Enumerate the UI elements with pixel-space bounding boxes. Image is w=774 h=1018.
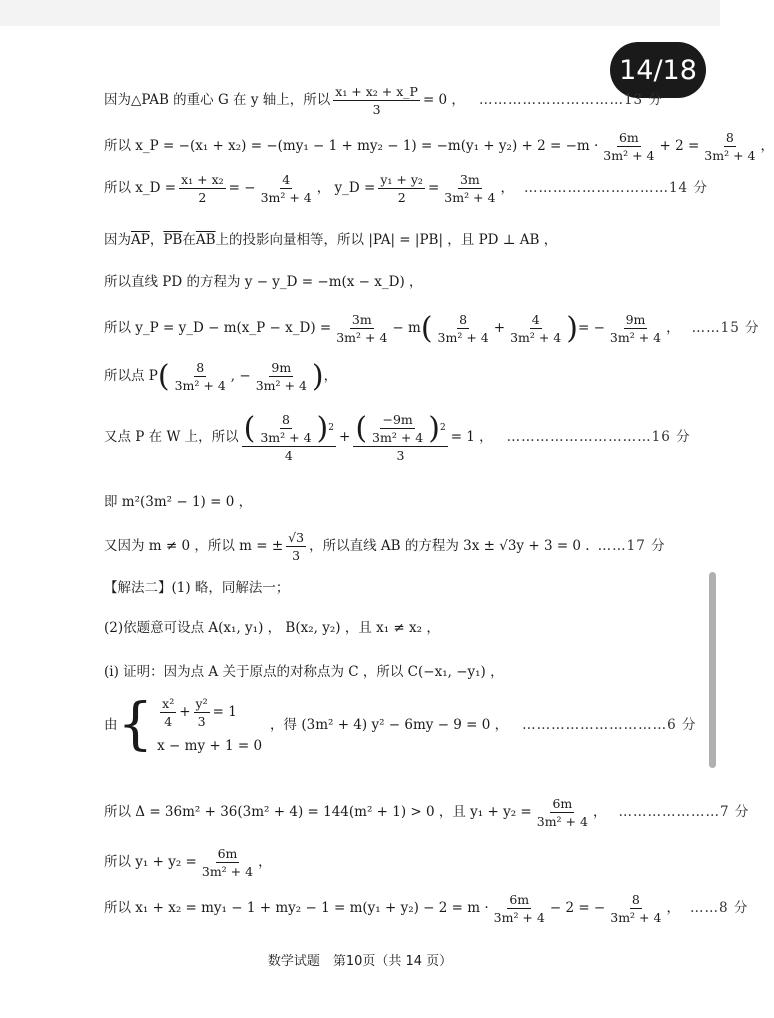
solution-line xyxy=(104,796,750,829)
numerator: x₁ + x₂ xyxy=(181,172,224,187)
right-paren: ) xyxy=(428,410,440,446)
line-text: 又因为 m ≠ 0 ，所以 m = ± xyxy=(104,538,284,555)
score-marker: …………………………16 分 xyxy=(506,429,691,446)
solution-line xyxy=(104,846,664,879)
line-text: ， xyxy=(500,180,514,197)
line-text: + xyxy=(339,429,351,446)
numerator: 8 xyxy=(631,892,640,907)
line-text: − m xyxy=(392,320,421,337)
numerator: x₁ + x₂ + x_P xyxy=(335,84,418,99)
line-text: + xyxy=(493,320,506,337)
line-text: = 1 ， xyxy=(450,429,493,446)
fraction xyxy=(259,172,314,205)
numerator: 6m xyxy=(217,846,238,861)
line-text: (ⅰ) 证明：因为点 A 关于原点的对称点为 C ，所以 C(−x₁, −y₁) ， xyxy=(104,664,504,680)
denominator: 3m² + 4 xyxy=(704,148,756,163)
line-text: 所以 x_P = −(x₁ + x₂) = −(my₁ − 1 + my₂ − 1) = −m(y₁ + y₂) + 2 = −m · xyxy=(104,138,599,155)
denominator: 3m² + 4 xyxy=(174,378,226,393)
line-text: , − xyxy=(230,368,251,385)
equation-system xyxy=(157,696,262,754)
numerator: −9m xyxy=(382,412,413,427)
line-text: 所以点 P xyxy=(104,368,158,385)
numerator: 6m xyxy=(618,130,639,145)
solution-line xyxy=(104,530,664,563)
solution-line xyxy=(104,664,664,680)
denominator: 3m² + 4 xyxy=(201,864,254,879)
line-text: 所以 y₁ + y₂ = xyxy=(104,854,197,871)
numerator: √3 xyxy=(288,530,305,545)
denominator: 3m² + 4 xyxy=(260,190,312,205)
numerator: 6m xyxy=(552,796,573,811)
page-footer: 数学试题 第10页（共 14 页） xyxy=(267,954,453,969)
line-text: 在 xyxy=(182,232,196,248)
exponent: 2 xyxy=(328,423,334,434)
fraction xyxy=(508,312,563,345)
solution-line xyxy=(104,580,664,596)
line-text: ， xyxy=(323,368,338,385)
solution-line xyxy=(104,892,749,925)
solution-line xyxy=(104,84,664,117)
line-text: ， xyxy=(149,232,164,248)
line-text: = − xyxy=(228,180,256,197)
denominator: 3 xyxy=(372,102,381,117)
solution-line xyxy=(104,232,664,248)
numerator: 6m xyxy=(509,892,530,907)
fraction xyxy=(200,846,255,879)
right-paren: ) xyxy=(311,358,324,394)
fraction xyxy=(608,312,663,345)
line-text: ， xyxy=(760,138,774,155)
solution-line xyxy=(104,620,664,636)
denominator: 2 xyxy=(397,190,406,205)
system-row: x − my + 1 = 0 xyxy=(157,737,263,754)
denominator: 4 xyxy=(164,714,173,729)
denominator: 4 xyxy=(284,448,293,463)
solution-line xyxy=(104,172,708,205)
left-paren: ( xyxy=(355,410,368,446)
line-text: ， xyxy=(258,854,272,871)
score-marker: ……17 分 xyxy=(597,538,666,555)
denominator: 3m² + 4 xyxy=(510,330,562,345)
denominator: 3m² + 4 xyxy=(336,330,388,345)
numerator xyxy=(242,412,336,447)
fraction xyxy=(254,360,309,393)
denominator: 2 xyxy=(198,190,207,205)
left-paren: ( xyxy=(420,310,433,346)
denominator: 3m² + 4 xyxy=(255,378,307,393)
right-paren: ) xyxy=(566,310,578,346)
numerator: 3m xyxy=(351,312,372,327)
score-marker: …………………………6 分 xyxy=(522,716,697,733)
denominator: 3m² + 4 xyxy=(610,910,662,925)
numerator xyxy=(353,412,447,447)
line-text: − 2 = − xyxy=(549,900,606,917)
numerator: x² xyxy=(162,696,175,711)
denominator: 3m² + 4 xyxy=(609,330,662,345)
denominator: 3m² + 4 xyxy=(444,190,496,205)
denominator: 3 xyxy=(396,448,405,463)
left-brace: { xyxy=(117,692,154,757)
line-text: 【解法二】(1) 略，同解法一； xyxy=(104,580,290,596)
fraction xyxy=(492,892,547,925)
solution-line xyxy=(104,360,664,393)
right-paren: ) xyxy=(316,410,329,446)
line-text: = xyxy=(427,180,440,197)
line-text: = 0 ， xyxy=(422,92,465,109)
line-text: 上的投影向量相等，所以 |PA| = |PB| ，且 PD ⊥ AB ， xyxy=(215,232,558,248)
left-paren: ( xyxy=(157,358,170,394)
fraction xyxy=(442,172,497,205)
fraction xyxy=(601,130,656,163)
solution-line xyxy=(104,130,774,163)
denominator: 3m² + 4 xyxy=(493,910,545,925)
line-text: 因为 xyxy=(104,232,131,248)
line-text: 由 xyxy=(104,716,118,733)
numerator: 4 xyxy=(531,312,540,327)
line-text: ， xyxy=(592,804,607,821)
exponent: 2 xyxy=(439,423,446,434)
line-text: = 1 xyxy=(212,704,237,721)
line-text: ， y_D = xyxy=(316,180,376,197)
fraction xyxy=(173,360,228,393)
line-text: 所以直线 PD 的方程为 y − y_D = −m(x − x_D) ， xyxy=(104,274,423,290)
fraction xyxy=(286,530,306,563)
solution-line xyxy=(104,692,697,757)
solution-line xyxy=(104,410,691,463)
fraction xyxy=(370,412,425,445)
line-text: 所以 y_P = y_D − m(x_P − x_D) = xyxy=(104,320,332,337)
line-text: + 2 = xyxy=(659,138,700,155)
solution-line xyxy=(104,274,664,290)
numerator: 8 xyxy=(725,130,734,145)
line-text: ， xyxy=(666,320,680,337)
score-marker: …………………7 分 xyxy=(618,804,750,821)
fraction xyxy=(242,412,336,463)
fraction xyxy=(334,312,389,345)
numerator: 9m xyxy=(271,360,292,375)
fraction xyxy=(535,796,590,829)
denominator: 3m² + 4 xyxy=(603,148,655,163)
numerator: 4 xyxy=(282,172,291,187)
fraction xyxy=(608,892,663,925)
numerator: 8 xyxy=(281,412,290,427)
fraction xyxy=(353,412,447,463)
system-row xyxy=(157,696,262,729)
numerator: 8 xyxy=(196,360,205,375)
denominator: 3m² + 4 xyxy=(437,330,489,345)
score-marker: ……8 分 xyxy=(689,900,749,917)
vector-ab: $\overline{AB}$ xyxy=(195,232,216,248)
line-text: 所以 x₁ + x₂ = my₁ − 1 + my₂ − 1 = m(y₁ + y₂) − 2 = m · xyxy=(104,900,489,917)
line-text: ， xyxy=(666,900,680,917)
fraction xyxy=(194,696,210,729)
line-text: (2)依题意可设点 A(x₁, y₁) ， B(x₂, y₂) ，且 x₁ ≠ x₂ ， xyxy=(104,620,440,636)
numerator: 3m xyxy=(459,172,480,187)
numerator: y² xyxy=(195,696,208,711)
line-text: 因为△PAB 的重心 G 在 y 轴上，所以 xyxy=(104,92,331,109)
denominator: 3m² + 4 xyxy=(260,430,312,445)
fraction xyxy=(702,130,757,163)
numerator: 9m xyxy=(625,312,646,327)
fraction xyxy=(378,172,425,205)
denominator: 3m² + 4 xyxy=(372,430,424,445)
line-text: + xyxy=(179,704,191,721)
vector-ap: $\overline{AP}$ xyxy=(131,232,150,248)
line-text: 所以 Δ = 36m² + 36(3m² + 4) = 144(m² + 1) > 0 ，且 y₁ + y₂ = xyxy=(104,804,532,821)
line-text: 又点 P 在 W 上，所以 xyxy=(104,429,239,446)
line-text: ，得 (3m² + 4) y² − 6my − 9 = 0 ， xyxy=(270,716,509,733)
fraction xyxy=(179,172,226,205)
fraction xyxy=(258,412,313,445)
numerator: 8 xyxy=(459,312,468,327)
line-text: 所以 x_D = xyxy=(104,180,177,197)
fraction xyxy=(436,312,491,345)
score-marker: …………………………13 分 xyxy=(478,92,663,109)
page-indicator-badge: 14/18 xyxy=(610,42,706,98)
denominator: 3 xyxy=(292,548,301,563)
fraction xyxy=(333,84,420,117)
numerator: y₁ + y₂ xyxy=(380,172,423,187)
vector-pb: $\overline{PB}$ xyxy=(163,232,183,248)
line-text: 即 m²(3m² − 1) = 0 ， xyxy=(104,494,253,510)
fraction xyxy=(160,696,176,729)
viewer-top-bar xyxy=(0,0,720,26)
denominator: 3m² + 4 xyxy=(536,814,588,829)
line-text: ，所以直线 AB 的方程为 3x ± √3y + 3 = 0 . xyxy=(309,538,590,555)
line-text: = − xyxy=(577,320,605,337)
scrollbar-thumb[interactable] xyxy=(709,572,716,768)
denominator: 3 xyxy=(197,714,206,729)
score-marker: ……15 分 xyxy=(691,320,760,337)
score-marker: …………………………14 分 xyxy=(523,180,708,197)
left-paren: ( xyxy=(243,410,256,446)
solution-line xyxy=(104,494,664,510)
solution-line xyxy=(104,310,760,346)
